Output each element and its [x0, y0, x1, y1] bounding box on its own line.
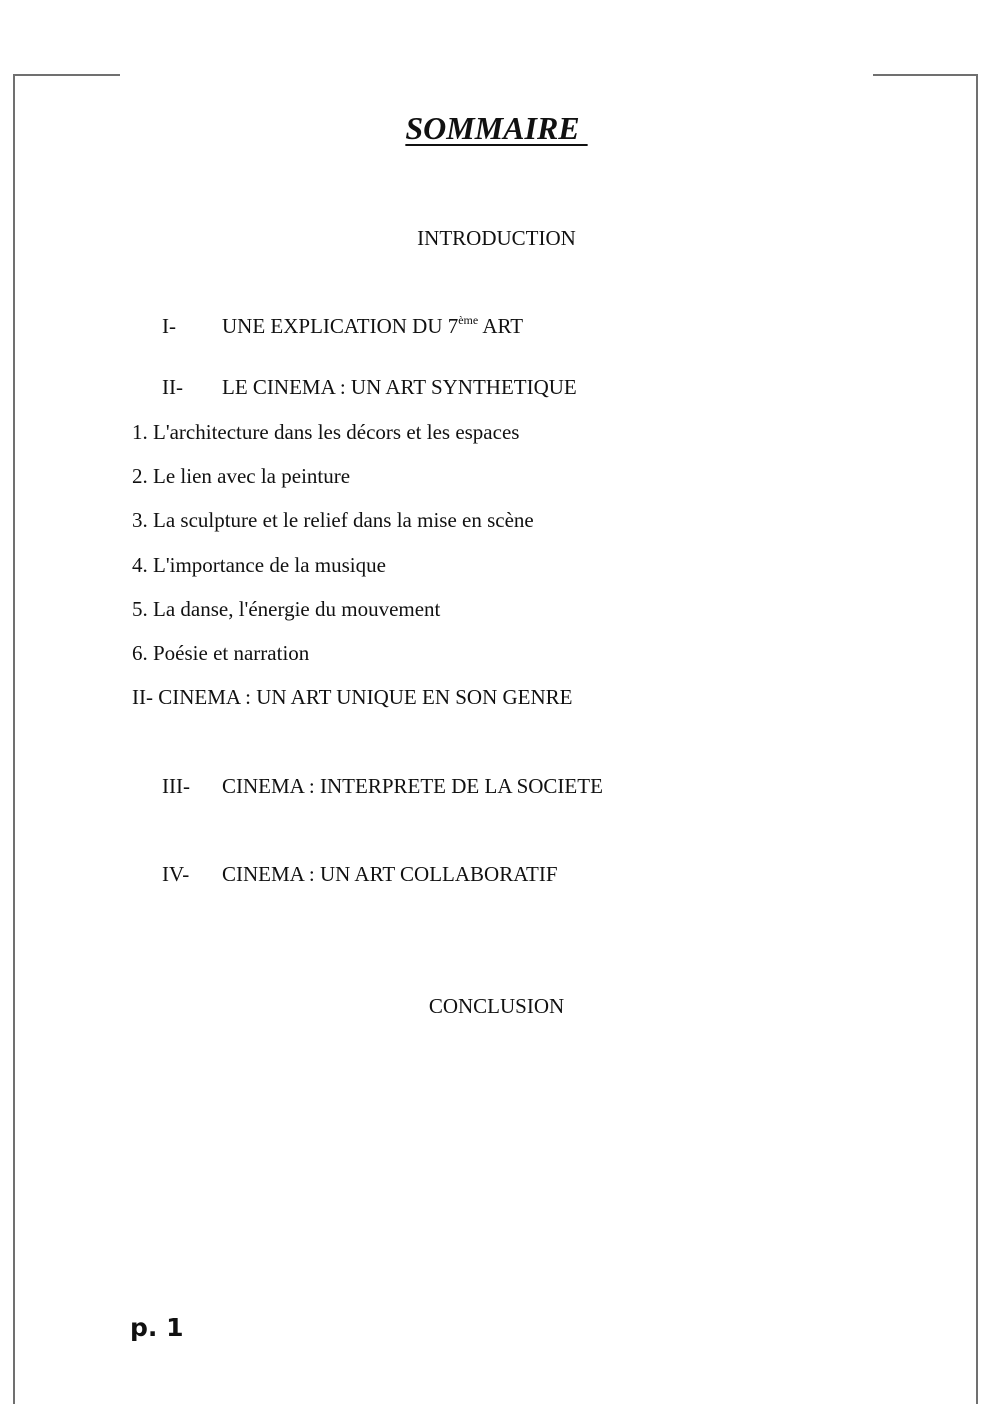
toc-section-number: I-	[162, 314, 176, 338]
toc-section-number: IV-	[162, 862, 190, 886]
toc-subitem: 6. Poésie et narration	[132, 641, 310, 665]
page-number: p. 1	[130, 1313, 184, 1342]
toc-subitem: 3. La sculpture et le relief dans la mise en scène	[132, 508, 534, 532]
toc-subitem: 5. La danse, l'énergie du mouvement	[132, 597, 441, 621]
toc-section-4	[162, 862, 558, 887]
toc-section-superscript: ème	[458, 313, 479, 327]
toc-section-label	[222, 314, 523, 338]
toc-subitem: 1. L'architecture dans les décors et les espaces	[132, 420, 520, 444]
toc-section-label: LE CINEMA : UN ART SYNTHETIQUE	[222, 375, 577, 399]
toc-subitem: 4. L'importance de la musique	[132, 553, 386, 577]
toc-section-number: III-	[162, 774, 190, 798]
page-border-top-right	[873, 74, 978, 76]
toc-section-1	[162, 313, 523, 339]
page-border-left	[13, 74, 15, 1404]
toc-conclusion: CONCLUSION	[428, 994, 565, 1018]
toc-section-3	[162, 774, 603, 799]
toc-section-label: CINEMA : INTERPRETE DE LA SOCIETE	[222, 774, 603, 798]
toc-section-label-end: ART	[478, 314, 524, 338]
toc-subitem: II- CINEMA : UN ART UNIQUE EN SON GENRE	[132, 685, 573, 709]
page-border-top-left	[13, 74, 120, 76]
toc-subitem: 2. Le lien avec la peinture	[132, 464, 351, 488]
page-title	[0, 110, 993, 147]
toc-section-label-main: UNE EXPLICATION DU 7	[222, 314, 459, 338]
page-border-right	[976, 74, 978, 1404]
toc-introduction: INTRODUCTION	[417, 226, 576, 250]
page-title-text: SOMMAIRE	[405, 110, 588, 146]
toc-section-2	[162, 375, 577, 400]
toc-section-number: II-	[162, 375, 183, 399]
toc-section-label: CINEMA : UN ART COLLABORATIF	[222, 862, 558, 886]
